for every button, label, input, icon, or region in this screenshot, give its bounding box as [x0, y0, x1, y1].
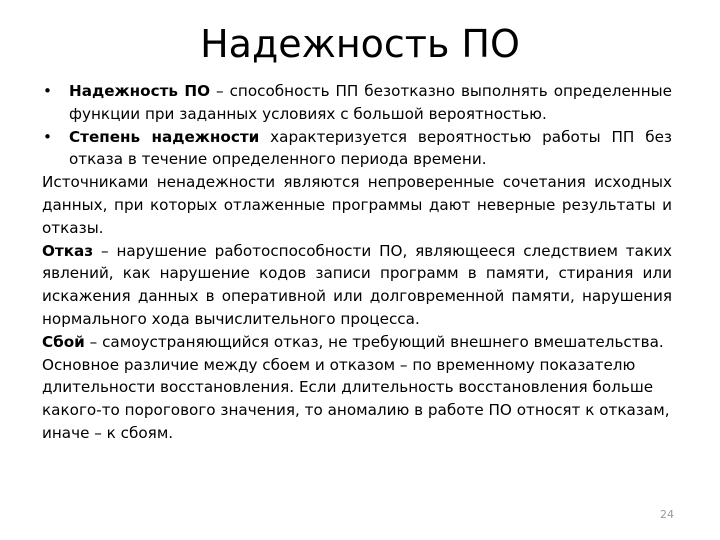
bullet-marker: •	[43, 127, 52, 146]
bullet-reliability-degree	[42, 126, 672, 172]
term-reliability-degree: Степень надежности	[69, 127, 260, 146]
definition-reliability-degree: характеризуется вероятностью работы ПП без отказа в течение определенного периода времени.	[69, 127, 672, 169]
definition-reliability: – способность ПП безотказно выполнять определенные функции при заданных условиях с большой вероятностью.	[69, 82, 672, 123]
paragraph-glitch	[42, 331, 672, 445]
term-failure: Отказ	[42, 241, 94, 260]
paragraph-failure	[42, 240, 672, 331]
term-glitch: Сбой	[42, 332, 85, 351]
term-reliability: Надежность ПО	[69, 82, 211, 100]
page-number: 24	[660, 508, 674, 521]
bullet-marker: •	[43, 82, 52, 100]
definition-glitch: – самоустраняющийся отказ, не требующий внешнего вмешательства. Основное различие между сбоем и отказом – по временному показателю длительности восстановления. Если длительность восстановления больше какого-то порогового значения, то аномалию в работе ПО относят к отказам, иначе – к сбоям.	[42, 332, 670, 442]
bullet-reliability	[42, 80, 672, 126]
slide-title: Надежность ПО	[200, 22, 520, 66]
paragraph-sources: Источниками ненадежности являются непроверенные сочетания исходных данных, при которых отлаженные программы дают неверные результаты и отказы.	[42, 173, 672, 237]
slide-content	[42, 80, 672, 445]
definition-failure: – нарушение работоспособности ПО, являющееся следствием таких явлений, как нарушение кодов записи программ в памяти, стирания или искажения данных в оперативной или долговременной памяти, нарушения нормального хода вычислительного процесса.	[42, 241, 672, 328]
